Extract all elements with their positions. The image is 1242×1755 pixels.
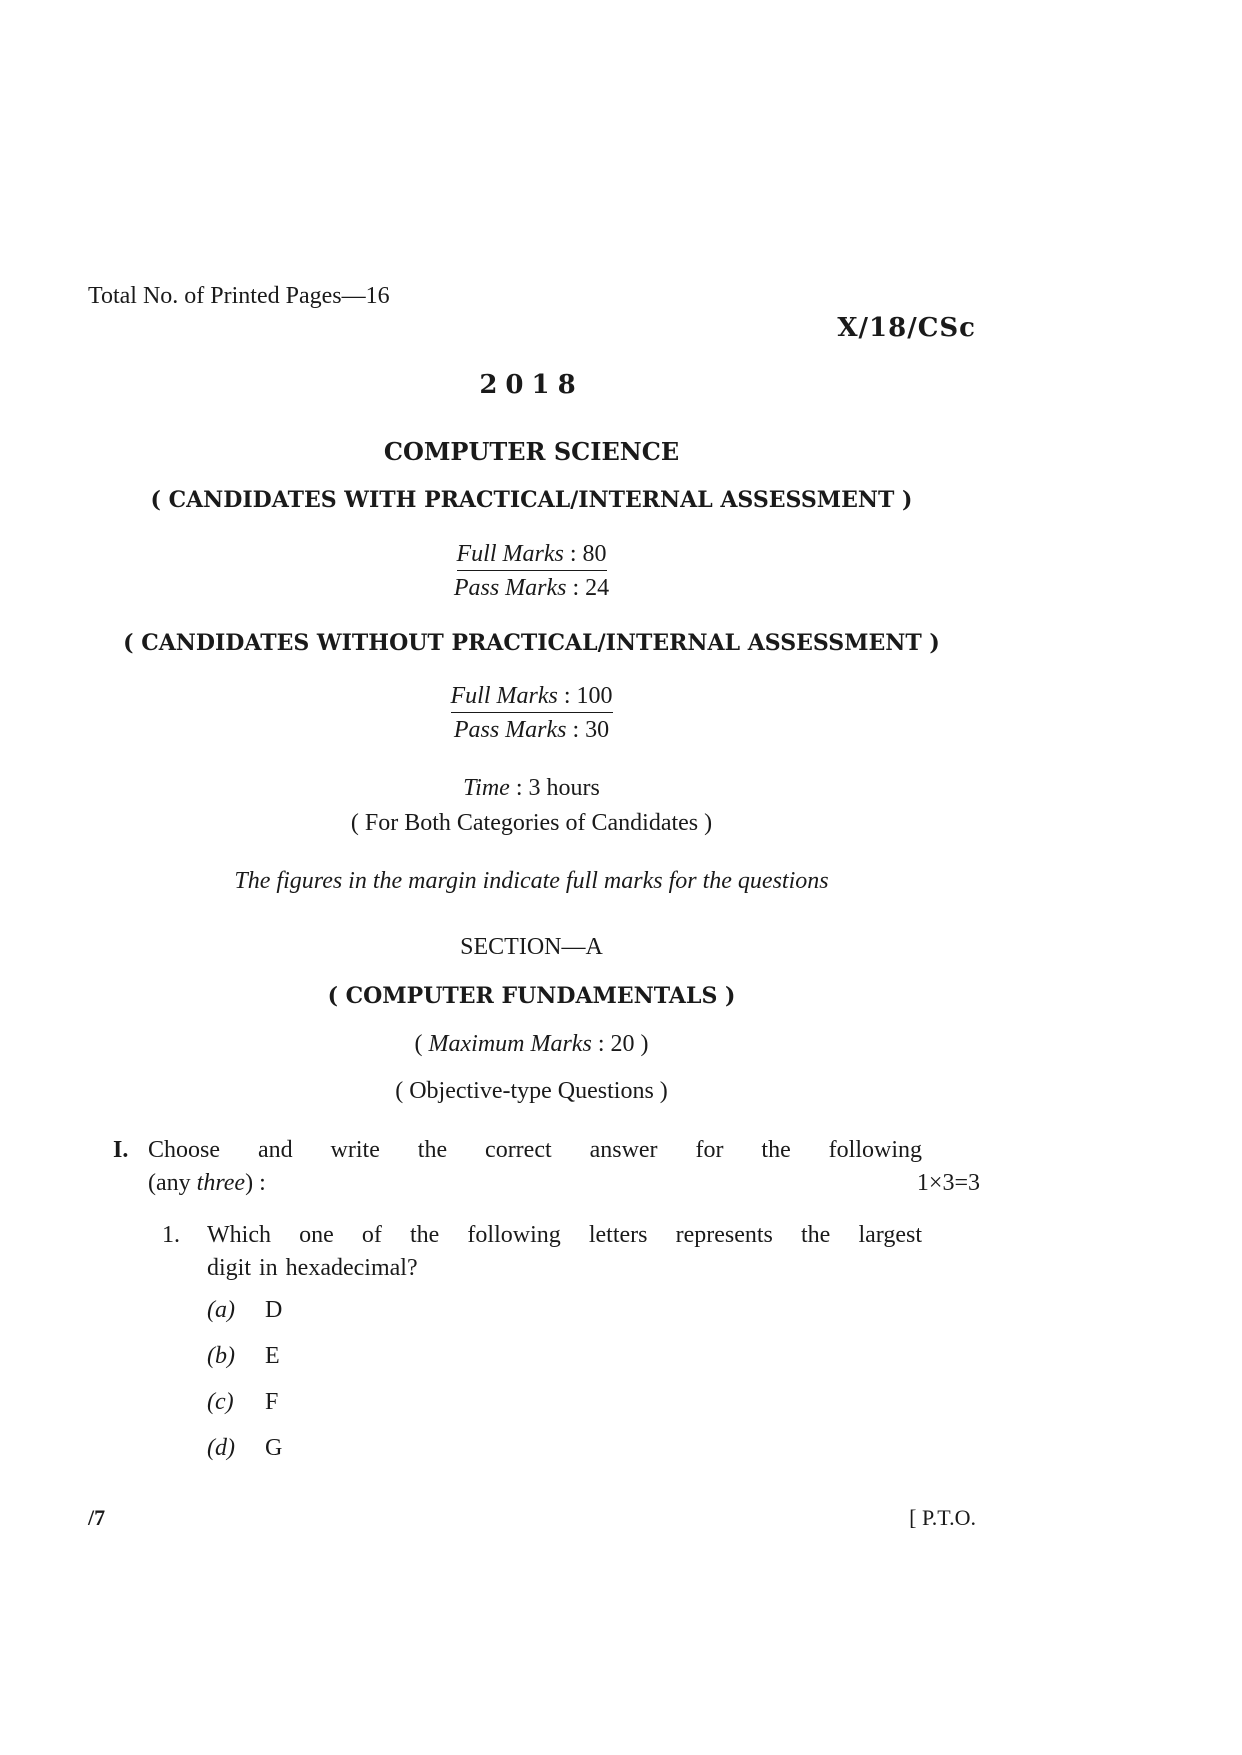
margin-instruction: The figures in the margin indicate full marks for the questions <box>234 868 829 894</box>
max-marks-open: ( <box>414 1031 423 1057</box>
question-any: (any <box>148 1170 191 1196</box>
pass-marks-value: : 24 <box>572 575 610 601</box>
option-label: (a) <box>207 1297 235 1323</box>
question-colon: ) : <box>245 1170 266 1196</box>
option-d <box>207 1435 282 1462</box>
footer-pto: [ P.T.O. <box>909 1505 976 1530</box>
full-marks-value: : 100 <box>563 683 613 709</box>
option-b <box>207 1343 280 1370</box>
option-value: E <box>265 1343 280 1369</box>
item-text: Which one of the following letters represents the largest <box>207 1222 922 1248</box>
total-pages-note: Total No. of Printed Pages—16 <box>88 283 390 309</box>
question-three: three <box>196 1170 246 1196</box>
paper-code: X/18/CSc <box>837 313 976 343</box>
category-without-title: ( CANDIDATES WITHOUT PRACTICAL/INTERNAL ASSESSMENT ) <box>123 630 940 656</box>
section-heading: SECTION—A <box>460 934 603 960</box>
full-marks-label: Full Marks <box>456 541 564 567</box>
marks-block-without <box>0 683 1063 744</box>
option-label: (b) <box>207 1343 235 1369</box>
question-marks: 1×3=3 <box>916 1170 980 1196</box>
exam-year: 2018 <box>479 370 584 400</box>
full-marks-value: : 80 <box>569 541 607 567</box>
option-label: (c) <box>207 1389 234 1415</box>
time-allowed <box>0 775 1063 802</box>
pass-marks-label: Pass Marks <box>453 575 567 601</box>
subject-title: COMPUTER SCIENCE <box>383 437 680 466</box>
section-max-marks <box>0 1031 1063 1058</box>
footer-page-code: /7 <box>88 1505 106 1530</box>
marks-block-with <box>0 541 1063 602</box>
option-value: F <box>265 1389 279 1415</box>
option-value: D <box>265 1297 283 1323</box>
question-number: I. <box>113 1137 129 1163</box>
category-with-title: ( CANDIDATES WITH PRACTICAL/INTERNAL ASSESSMENT ) <box>150 487 913 513</box>
time-label: Time <box>463 775 510 801</box>
option-value: G <box>265 1435 283 1461</box>
question-text: Choose and write the correct answer for the following <box>148 1137 922 1163</box>
time-note: ( For Both Categories of Candidates ) <box>350 810 713 836</box>
full-marks-label: Full Marks <box>450 683 558 709</box>
option-a <box>207 1297 282 1324</box>
option-label: (d) <box>207 1435 235 1461</box>
question-text-line2 <box>148 1170 266 1197</box>
max-marks-label: Maximum Marks <box>428 1031 592 1057</box>
time-value: : 3 hours <box>515 775 600 801</box>
pass-marks-label: Pass Marks <box>453 717 567 743</box>
option-c <box>207 1389 278 1416</box>
item-number: 1. <box>162 1222 180 1248</box>
pass-marks-value: : 30 <box>572 717 610 743</box>
section-title: ( COMPUTER FUNDAMENTALS ) <box>327 983 736 1009</box>
item-text-line2: digit in hexadecimal? <box>207 1255 418 1281</box>
question-type: ( Objective-type Questions ) <box>395 1078 668 1104</box>
max-marks-value: : 20 ) <box>597 1031 649 1057</box>
